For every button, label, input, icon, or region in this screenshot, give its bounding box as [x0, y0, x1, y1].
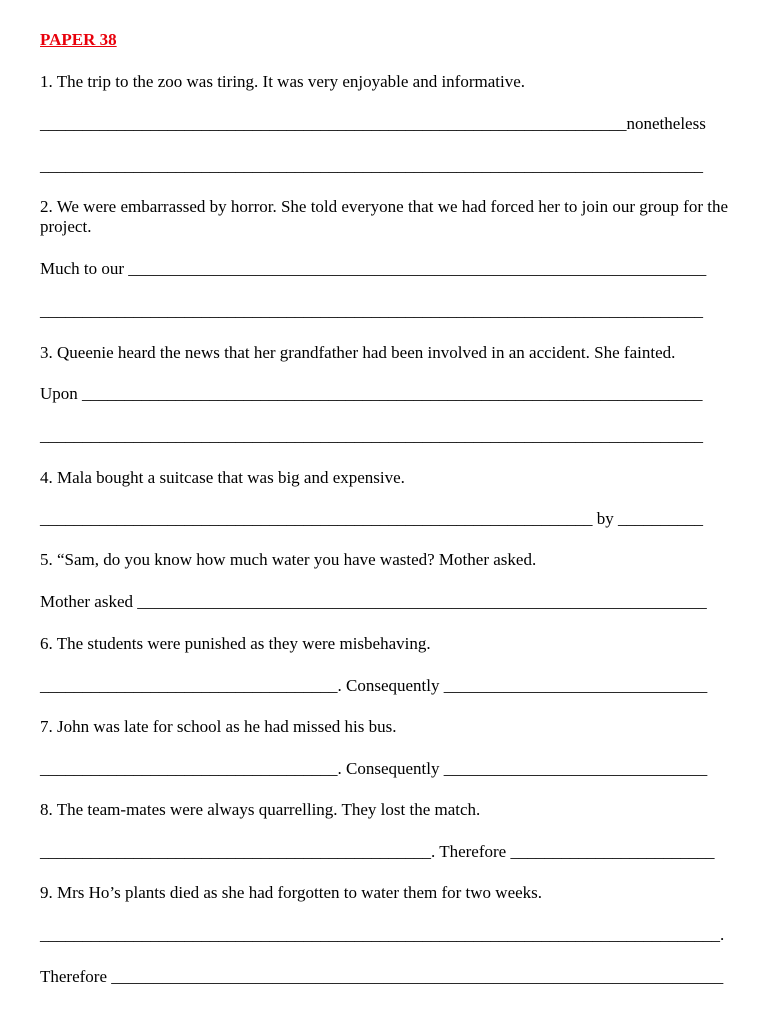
answer-8-line-1[interactable]: ______________________________________________. Therefore ________________________ [40, 842, 715, 861]
answer-1-line-2[interactable]: ______________________________________________________________________________ [40, 156, 703, 175]
question-5-text: 5. “Sam, do you know how much water you have wasted? Mother asked. [40, 550, 537, 569]
answer-3-line-2[interactable]: ______________________________________________________________________________ [40, 426, 703, 445]
question-2-text: 2. We were embarrassed by horror. She told everyone that we had forced her to join our group for the project. [40, 197, 729, 236]
question-3-text: 3. Queenie heard the news that her grandfather had been involved in an accident. She fainted. [40, 343, 676, 362]
answer-3-line-1[interactable]: Upon _________________________________________________________________________ [40, 384, 703, 403]
question-8-text: 8. The team-mates were always quarrelling. They lost the match. [40, 800, 481, 819]
question-1-text: 1. The trip to the zoo was tiring. It was very enjoyable and informative. [40, 72, 525, 91]
answer-2-line-1[interactable]: Much to our ____________________________________________________________________ [40, 259, 707, 278]
answer-5-line-1[interactable]: Mother asked ___________________________________________________________________ [40, 592, 707, 611]
answer-2-line-2[interactable]: ______________________________________________________________________________ [40, 301, 703, 320]
question-9-text: 9. Mrs Ho’s plants died as she had forgotten to water them for two weeks. [40, 883, 543, 902]
answer-9-line-1[interactable]: ________________________________________________________________________________. [40, 925, 725, 944]
answer-1-line-1[interactable]: _____________________________________________________________________nonetheless [40, 114, 706, 133]
answer-4-line-1[interactable]: _________________________________________________________________ by __________ [40, 509, 703, 528]
question-6-text: 6. The students were punished as they were misbehaving. [40, 634, 431, 653]
question-4-text: 4. Mala bought a suitcase that was big and expensive. [40, 468, 405, 487]
question-7-text: 7. John was late for school as he had missed his bus. [40, 717, 397, 736]
answer-7-line-1[interactable]: ___________________________________. Consequently _______________________________ [40, 759, 708, 778]
answer-6-line-1[interactable]: ___________________________________. Consequently _______________________________ [40, 676, 708, 695]
page-title: PAPER 38 [40, 30, 117, 49]
answer-9-line-2[interactable]: Therefore ________________________________________________________________________ [40, 967, 724, 986]
